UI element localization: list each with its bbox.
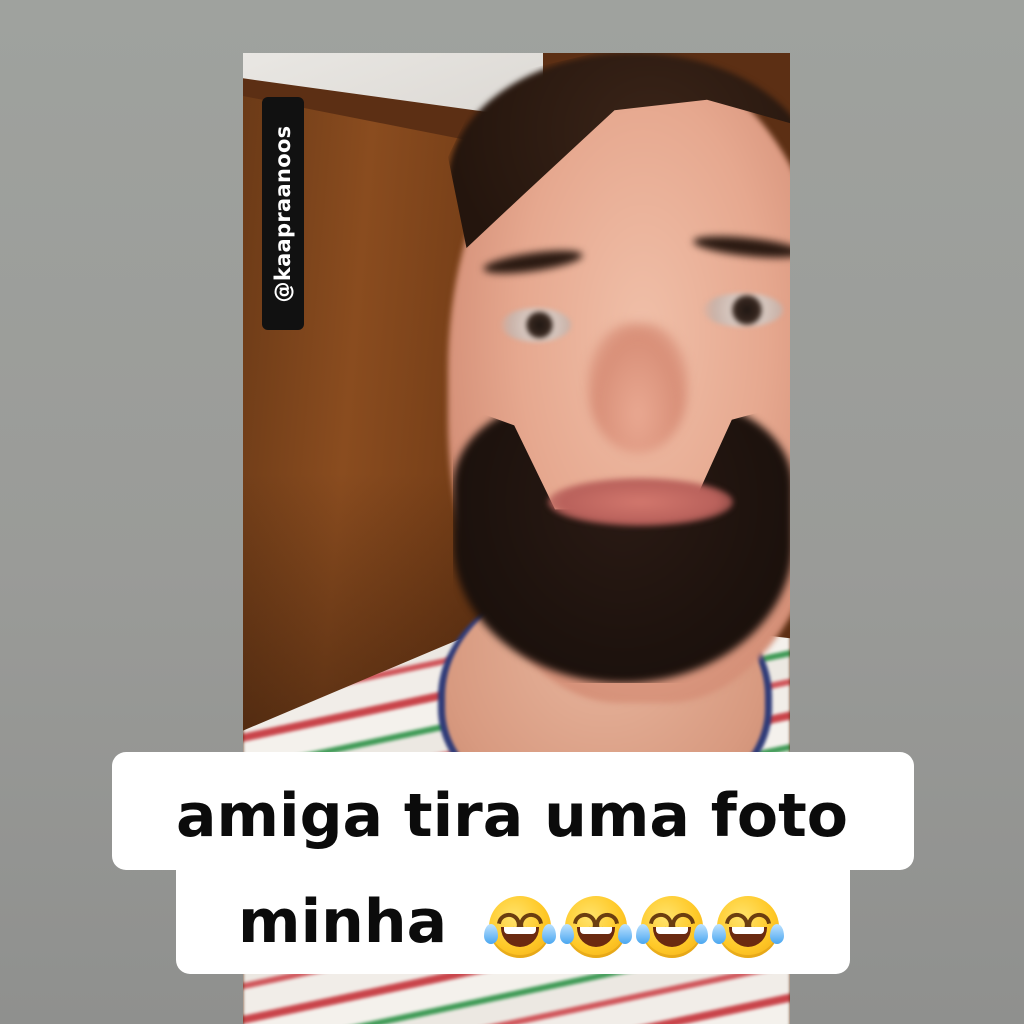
caption-emoji-row xyxy=(482,893,786,957)
person-nose xyxy=(588,323,688,453)
tears-of-joy-emoji-icon xyxy=(717,896,779,958)
left-eye xyxy=(501,308,571,342)
tears-of-joy-emoji-icon xyxy=(641,896,703,958)
caption-text-line-2: minha xyxy=(238,887,448,957)
caption-text-line-1: amiga tira uma foto xyxy=(176,781,848,851)
tears-of-joy-emoji-icon xyxy=(489,896,551,958)
caption-line-2 xyxy=(0,887,1024,958)
mention-sticker[interactable] xyxy=(262,97,304,330)
right-eye xyxy=(703,293,783,327)
person-mouth xyxy=(548,478,733,526)
tears-of-joy-emoji-icon xyxy=(565,896,627,958)
mention-username: @kaapraanoos xyxy=(271,125,295,302)
caption-line-1 xyxy=(0,781,1024,851)
